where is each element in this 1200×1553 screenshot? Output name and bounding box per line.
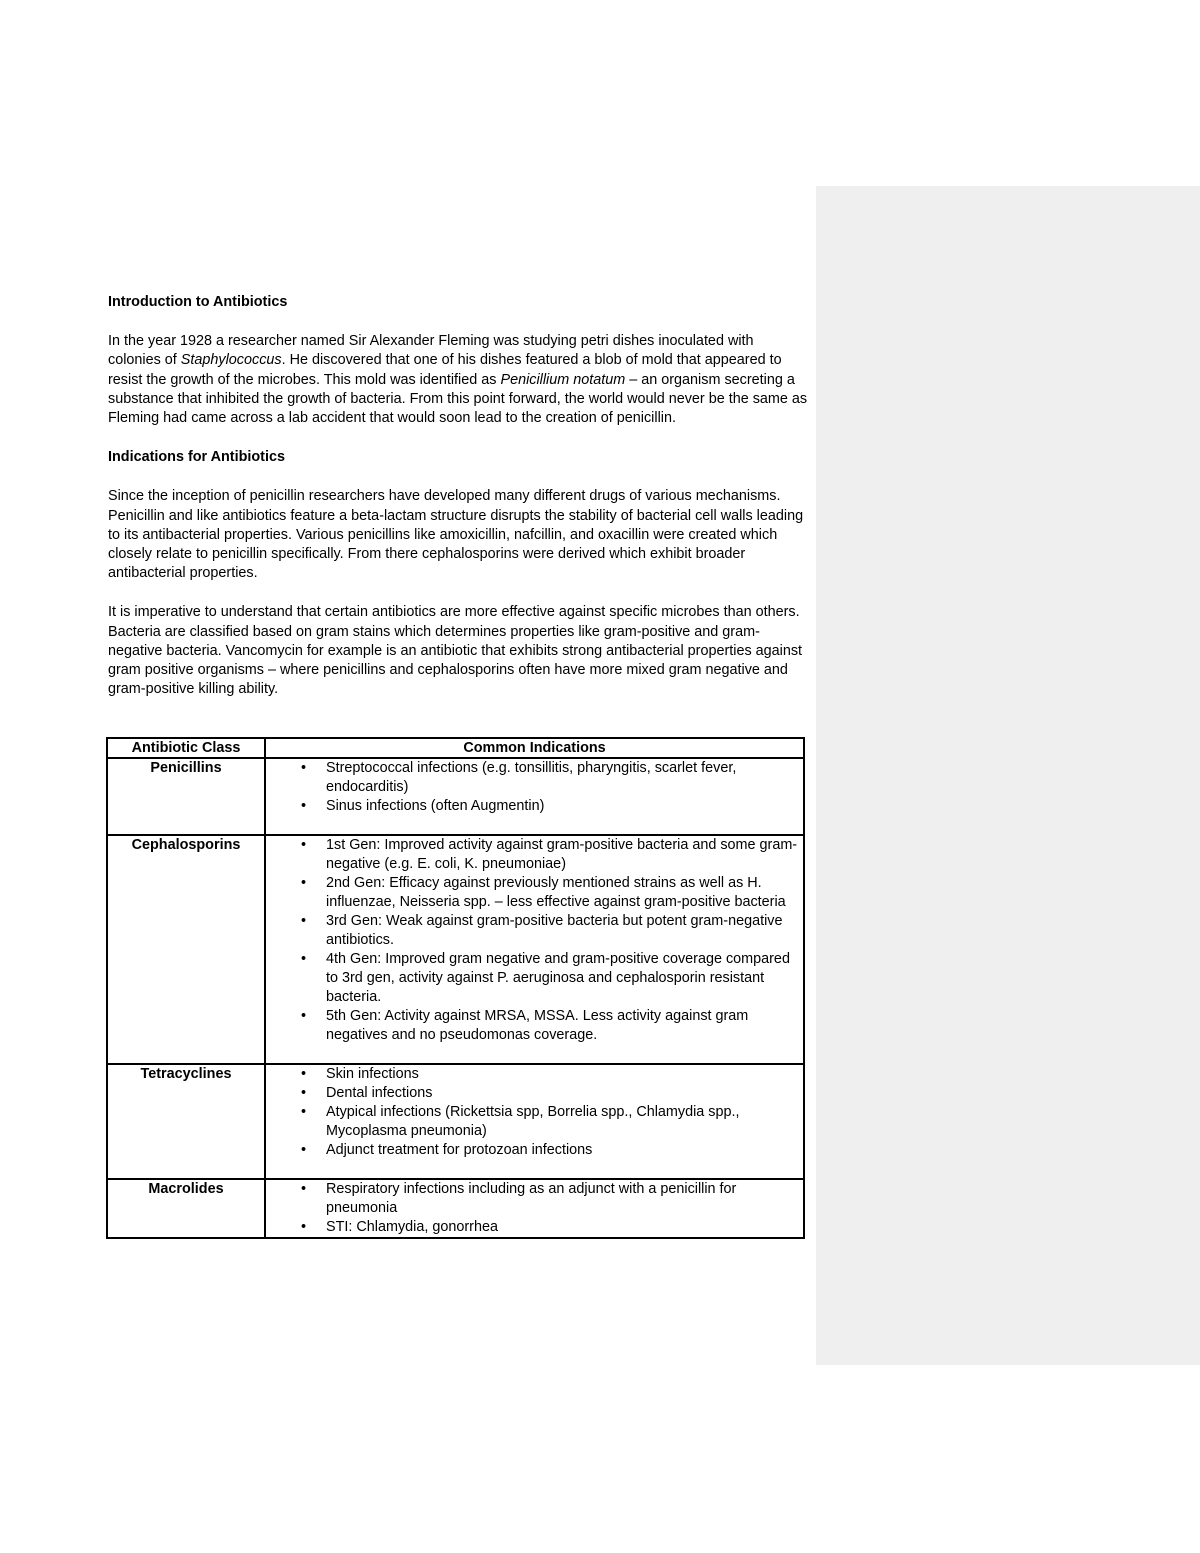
indications-paragraph-2: It is imperative to understand that certain antibiotics are more effective against specific microbes than others. Bacteria are classified based on gram stains which determines properties like gram-positive and gram-negative bacteria. Vancomycin for example is an antibiotic that exhibits strong antibacterial properties against gram positive organisms – where penicillins and cephalosporins often have more mixed gram negative and gram-positive killing ability. xyxy=(108,604,803,698)
header-common-indications: Common Indications xyxy=(265,738,804,758)
list-item: • 2nd Gen: Efficacy against previously mentioned strains as well as H. influenzae, Neisseria spp. – less effective against gram-positive bacteria xyxy=(326,874,799,912)
indications-list xyxy=(270,759,799,816)
intro-italic-staphylococcus: Staphylococcus xyxy=(180,352,282,369)
list-item: • Adjunct treatment for protozoan infections xyxy=(326,1141,799,1160)
list-item: • 4th Gen: Improved gram negative and gram-positive coverage compared to 3rd gen, activity against P. aeruginosa and cephalosporin resistant bacteria. xyxy=(326,950,799,1007)
list-item: • STI: Chlamydia, gonorrhea xyxy=(326,1218,799,1237)
class-cell: Penicillins xyxy=(107,758,265,835)
table-header-row xyxy=(107,738,804,758)
list-item: • Streptococcal infections (e.g. tonsillitis, pharyngitis, scarlet fever, endocarditis) xyxy=(326,759,799,797)
indications-heading: Indications for Antibiotics xyxy=(108,449,285,466)
indications-list xyxy=(270,836,799,1045)
intro-heading: Introduction to Antibiotics xyxy=(108,294,288,310)
class-cell: Macrolides xyxy=(107,1179,265,1238)
table-row xyxy=(107,758,804,835)
class-cell: Tetracyclines xyxy=(107,1064,265,1179)
indications-list xyxy=(270,1180,799,1237)
indications-list xyxy=(270,1065,799,1160)
intro-text-3: – an organism secreting a substance that inhibited the growth of bacteria. From this point forward, the world would never be the same as Fleming had came across a lab accident that would soon lead to the creation of penicillin. xyxy=(108,371,808,427)
indications-cell xyxy=(265,1179,804,1238)
list-item: • Respiratory infections including as an adjunct with a penicillin for pneumonia xyxy=(326,1180,799,1218)
list-item: • Sinus infections (often Augmentin) xyxy=(326,797,799,816)
document-body xyxy=(108,293,808,719)
class-cell: Cephalosporins xyxy=(107,835,265,1064)
table-row xyxy=(107,1064,804,1179)
intro-italic-penicillium: Penicillium notatum xyxy=(500,371,626,388)
intro-text-1: In the year 1928 a researcher named Sir Alexander Fleming was studying petri dishes inoculated with colonies of xyxy=(108,333,754,369)
indications-cell xyxy=(265,1064,804,1179)
intro-paragraph xyxy=(108,332,808,428)
list-item: • Skin infections xyxy=(326,1065,799,1084)
indications-paragraph-1: Since the inception of penicillin researchers have developed many different drugs of various mechanisms. Penicillin and like antibiotics feature a beta-lactam structure disrupts the stability of bacterial cell walls leading to its antibacterial properties. Various penicillins like amoxicillin, nafcillin, and oxacillin were created which closely relate to penicillin specifically. From there cephalosporins were derived which exhibit broader antibacterial properties. xyxy=(108,488,804,582)
list-item: • 5th Gen: Activity against MRSA, MSSA. Less activity against gram negatives and no pseudomonas coverage. xyxy=(326,1007,799,1045)
indications-cell xyxy=(265,758,804,835)
list-item: • 1st Gen: Improved activity against gram-positive bacteria and some gram-negative (e.g. E. coli, K. pneumoniae) xyxy=(326,836,799,874)
list-item: • Dental infections xyxy=(326,1084,799,1103)
comment-margin-pane xyxy=(816,186,1200,1365)
table-row xyxy=(107,835,804,1064)
list-item: • Atypical infections (Rickettsia spp, Borrelia spp., Chlamydia spp., Mycoplasma pneumonia) xyxy=(326,1103,799,1141)
header-antibiotic-class: Antibiotic Class xyxy=(107,738,265,758)
indications-cell xyxy=(265,835,804,1064)
antibiotic-table xyxy=(106,737,805,1239)
intro-text-2: . He discovered that one of his dishes featured a blob of mold that appeared to resist the growth of the microbes. This mold was identified as xyxy=(108,352,782,388)
table-row xyxy=(107,1179,804,1238)
list-item: • 3rd Gen: Weak against gram-positive bacteria but potent gram-negative antibiotics. xyxy=(326,912,799,950)
